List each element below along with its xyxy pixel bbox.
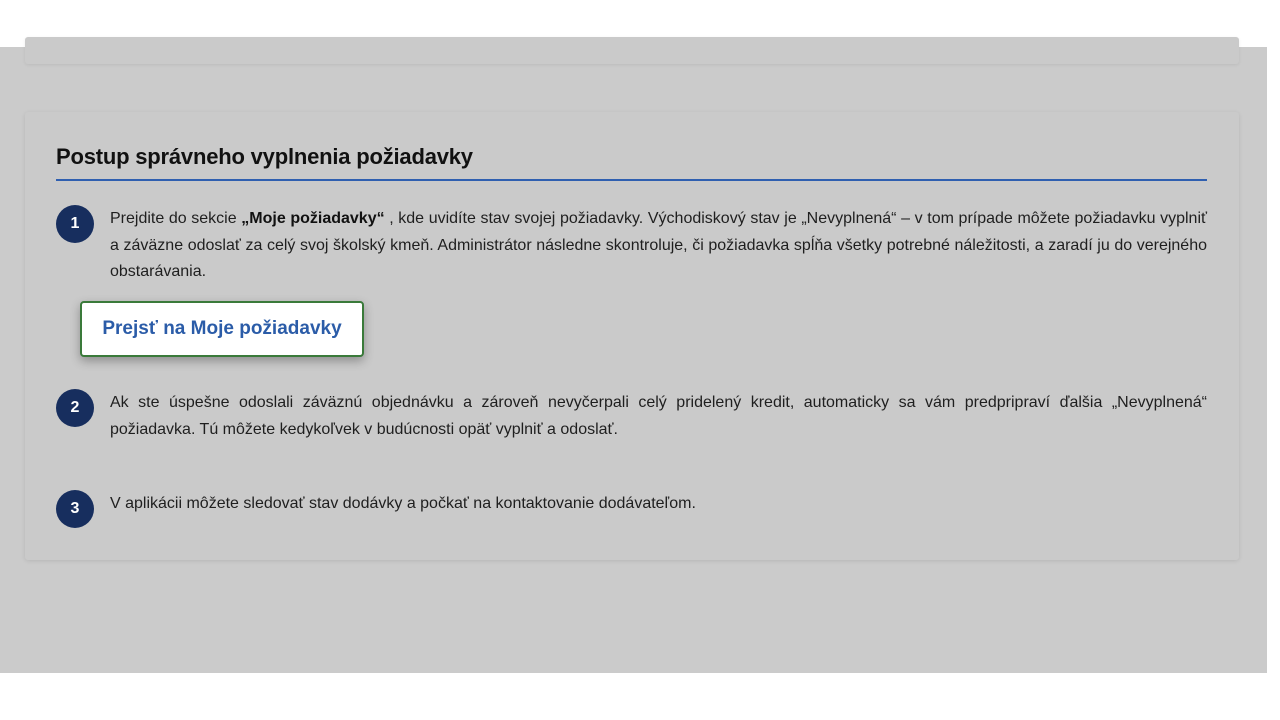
step-text-emphasis: „Moje požiadavky“ xyxy=(241,210,385,227)
instructions-card xyxy=(25,112,1239,560)
step-text xyxy=(110,206,1207,286)
page-background xyxy=(0,47,1267,673)
step-number-badge: 1 xyxy=(56,205,94,243)
previous-card xyxy=(25,37,1239,64)
step-text: Ak ste úspešne odoslali záväznú objednávku a zároveň nevyčerpali celý pridelený kredit, automaticky sa vám predpripraví ďalšia „Nevyplnená“ požiadavka. Tú môžete kedykoľvek v budúcnosti opäť vyplniť a odoslať. xyxy=(110,394,1207,438)
title-underline xyxy=(56,179,1207,181)
section-title: Postup správneho vyplnenia požiadavky xyxy=(56,144,473,169)
step-number-badge: 3 xyxy=(56,490,94,528)
go-to-my-requests-button[interactable]: Prejsť na Moje požiadavky xyxy=(80,301,364,357)
step-text-part: , kde uvidíte stav svojej požiadavky. Východiskový stav je „Nevyplnená“ – v tom prípade môžete požiadavku vyplniť a záväzne odoslať za celý svoj školský kmeň. Administrátor následne skontroluje, či požiadavka spĺňa všetky potrebné náležitosti, a zaradí ju do verejného obstarávania. xyxy=(110,210,1208,280)
step-text-part: Prejdite do sekcie xyxy=(110,210,242,227)
step-text: V aplikácii môžete sledovať stav dodávky a počkať na kontaktovanie dodávateľom. xyxy=(110,495,696,512)
step-number-badge: 2 xyxy=(56,389,94,427)
